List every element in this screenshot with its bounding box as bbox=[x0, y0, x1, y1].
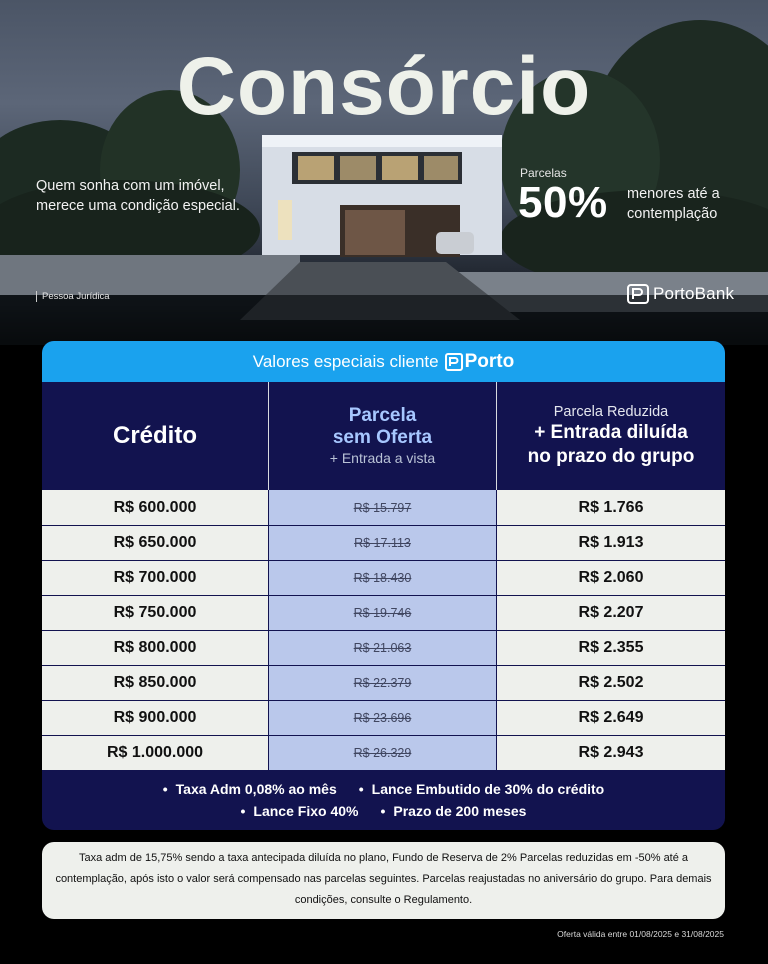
no-offer-cell: R$ 17.113 bbox=[269, 526, 497, 560]
reduced-cell: R$ 2.355 bbox=[497, 631, 725, 665]
no-offer-cell: R$ 22.379 bbox=[269, 666, 497, 700]
reduced-cell: R$ 2.649 bbox=[497, 701, 725, 735]
hero-title: Consórcio bbox=[176, 41, 592, 132]
credit-cell: R$ 750.000 bbox=[42, 596, 269, 630]
credit-cell: R$ 900.000 bbox=[42, 701, 269, 735]
offer-validity: Oferta válida entre 01/08/2025 e 31/08/2025 bbox=[557, 929, 724, 939]
table-row bbox=[42, 630, 725, 665]
no-offer-cell: R$ 18.430 bbox=[269, 561, 497, 595]
table-header-banner bbox=[42, 341, 725, 382]
features-row-1 bbox=[163, 781, 604, 797]
table-column-headers bbox=[42, 382, 725, 490]
feature-embedded-bid: • Lance Embutido de 30% do crédito bbox=[359, 781, 605, 797]
table-row bbox=[42, 700, 725, 735]
column-header-no-offer-line2: sem Oferta bbox=[332, 427, 433, 448]
porto-logo-icon bbox=[445, 353, 463, 371]
column-header-reduced-line2: + Entrada diluída bbox=[534, 422, 688, 443]
reduced-cell: R$ 2.502 bbox=[497, 666, 725, 700]
table-row bbox=[42, 525, 725, 560]
plan-features bbox=[42, 770, 725, 830]
no-offer-cell: R$ 15.797 bbox=[269, 490, 497, 525]
credit-cell: R$ 1.000.000 bbox=[42, 736, 269, 770]
discount-description: menores até a contemplação bbox=[627, 186, 720, 222]
pricing-table-card bbox=[42, 341, 725, 830]
no-offer-cell: R$ 26.329 bbox=[269, 736, 497, 770]
column-header-reduced-line3: no prazo do grupo bbox=[527, 446, 695, 467]
column-header-no-offer bbox=[269, 382, 497, 490]
table-row bbox=[42, 560, 725, 595]
segment-label: Pessoa Jurídica bbox=[36, 291, 110, 302]
no-offer-cell: R$ 21.063 bbox=[269, 631, 497, 665]
features-row-2 bbox=[241, 803, 527, 819]
column-header-no-offer-line1: Parcela bbox=[348, 405, 417, 426]
feature-term: • Prazo de 200 meses bbox=[380, 803, 526, 819]
reduced-cell: R$ 2.943 bbox=[497, 736, 725, 770]
feature-fixed-bid: • Lance Fixo 40% bbox=[241, 803, 359, 819]
column-header-no-offer-sub: + Entrada a vista bbox=[329, 450, 436, 466]
hero-banner bbox=[0, 0, 768, 345]
portobank-logo-icon bbox=[627, 284, 649, 304]
credit-cell: R$ 700.000 bbox=[42, 561, 269, 595]
credit-cell: R$ 650.000 bbox=[42, 526, 269, 560]
table-body bbox=[42, 490, 725, 770]
column-header-reduced bbox=[497, 382, 725, 490]
feature-admin-fee: • Taxa Adm 0,08% ao mês bbox=[163, 781, 337, 797]
table-header-text: Valores especiais cliente bbox=[252, 351, 439, 371]
credit-cell: R$ 850.000 bbox=[42, 666, 269, 700]
reduced-cell: R$ 1.913 bbox=[497, 526, 725, 560]
table-row bbox=[42, 735, 725, 770]
reduced-cell: R$ 2.207 bbox=[497, 596, 725, 630]
column-header-reduced-line1: Parcela Reduzida bbox=[553, 404, 669, 420]
hero-tagline: Quem sonha com um imóvel, merece uma condição especial. bbox=[36, 178, 240, 214]
column-header-credit bbox=[42, 382, 269, 490]
portobank-logo bbox=[627, 284, 734, 304]
table-row bbox=[42, 595, 725, 630]
table-row bbox=[42, 665, 725, 700]
portobank-logo-text: PortoBank bbox=[653, 284, 735, 303]
parcelas-label: Parcelas bbox=[520, 166, 567, 180]
discount-percent: 50% bbox=[518, 178, 608, 227]
porto-logo-text: Porto bbox=[464, 350, 515, 372]
reduced-cell: R$ 1.766 bbox=[497, 490, 725, 525]
table-row bbox=[42, 490, 725, 525]
credit-cell: R$ 600.000 bbox=[42, 490, 269, 525]
column-header-credit-label: Crédito bbox=[113, 422, 197, 449]
no-offer-cell: R$ 23.696 bbox=[269, 701, 497, 735]
porto-logo bbox=[445, 351, 515, 373]
disclaimer-note: Taxa adm de 15,75% sendo a taxa antecipada diluída no plano, Fundo de Reserva de 2% Parcelas reduzidas em -50% até a contemplação, após isto o valor será compensado nas parcelas seguintes. Parcelas reajustadas no aniversário do grupo. Para demais condições, consulte o Regulamento. bbox=[42, 842, 725, 919]
reduced-cell: R$ 2.060 bbox=[497, 561, 725, 595]
credit-cell: R$ 800.000 bbox=[42, 631, 269, 665]
no-offer-cell: R$ 19.746 bbox=[269, 596, 497, 630]
